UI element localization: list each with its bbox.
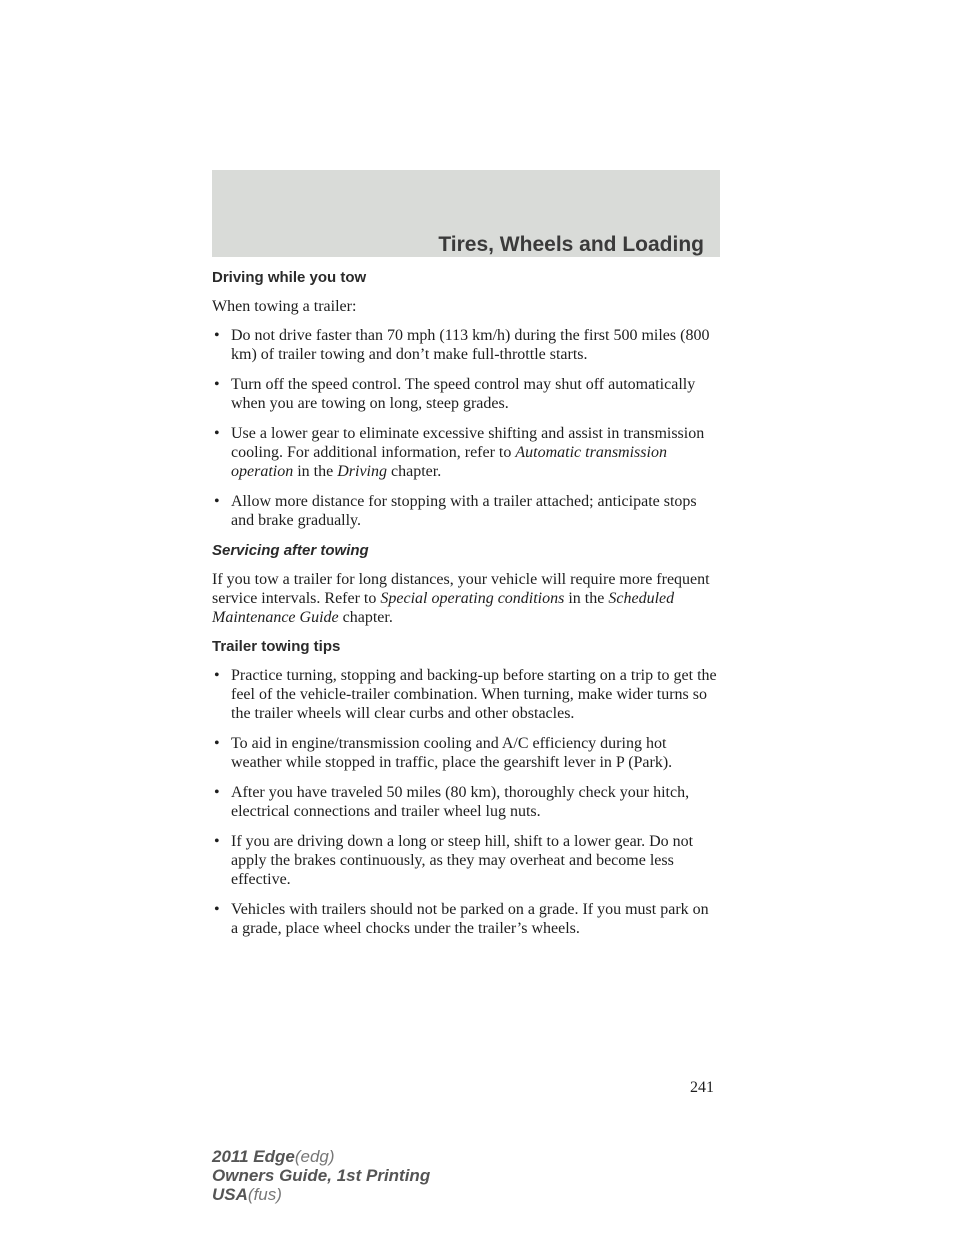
bullet-glyph: • bbox=[214, 493, 220, 510]
list-item bbox=[212, 783, 718, 821]
page-content bbox=[212, 268, 718, 949]
list-item-text: in the bbox=[293, 463, 338, 480]
list-item-text: To aid in engine/transmission cooling and A/C efficiency during hot weather while stopped in traffic, place the gearshift lever in P (Park). bbox=[231, 735, 673, 771]
chapter-title: Tires, Wheels and Loading bbox=[438, 233, 704, 256]
list-item bbox=[212, 424, 718, 481]
page-number: 241 bbox=[690, 1079, 714, 1096]
section-heading-servicing: Servicing after towing bbox=[212, 542, 369, 559]
list-item bbox=[212, 832, 718, 889]
footer-market-code: (fus) bbox=[247, 1185, 282, 1204]
bullet-glyph: • bbox=[214, 425, 220, 442]
list-item bbox=[212, 326, 718, 364]
list-item bbox=[212, 492, 718, 530]
driving-bullet-list bbox=[212, 326, 718, 530]
footer-line-guide bbox=[212, 1166, 430, 1185]
list-item-text: Allow more distance for stopping with a trailer attached; anticipate stops and brake gradually. bbox=[231, 493, 697, 529]
footer-line-market bbox=[212, 1185, 430, 1204]
list-item-text: Use a lower gear to eliminate excessive shifting and assist in transmission cooling. For additional information, refer to bbox=[231, 425, 705, 461]
driving-intro: When towing a trailer: bbox=[212, 298, 357, 315]
list-item-text: Do not drive faster than 70 mph (113 km/h) during the first 500 miles (800 km) of trailer towing and don’t make full-throttle starts. bbox=[231, 327, 710, 363]
bullet-glyph: • bbox=[214, 901, 220, 918]
footer-market: USA bbox=[212, 1185, 248, 1204]
paragraph-text: chapter. bbox=[338, 609, 393, 626]
bullet-glyph: • bbox=[214, 376, 220, 393]
list-item bbox=[212, 900, 718, 938]
paragraph-text: If you tow a trailer for long distances, your vehicle will require more frequent service intervals. Refer to bbox=[212, 571, 710, 607]
list-item-text: Turn off the speed control. The speed control may shut off automatically when you are towing on long, steep grades. bbox=[231, 376, 696, 412]
document-footer bbox=[212, 1147, 430, 1204]
bullet-glyph: • bbox=[214, 833, 220, 850]
servicing-paragraph bbox=[212, 570, 718, 627]
bullet-glyph: • bbox=[214, 735, 220, 752]
list-item bbox=[212, 666, 718, 723]
list-item-text: Vehicles with trailers should not be parked on a grade. If you must park on a grade, place wheel chocks under the trailer’s wheels. bbox=[231, 901, 709, 937]
section-heading-driving: Driving while you tow bbox=[212, 269, 367, 286]
cross-reference: Automatic transmission operation bbox=[231, 444, 667, 480]
list-item-text: After you have traveled 50 miles (80 km), thoroughly check your hitch, electrical connections and trailer wheel lug nuts. bbox=[231, 784, 690, 820]
section-heading-tips: Trailer towing tips bbox=[212, 638, 341, 655]
footer-model-code: (edg) bbox=[294, 1147, 335, 1166]
paragraph-text: in the bbox=[564, 590, 609, 607]
list-item bbox=[212, 734, 718, 772]
cross-reference: Scheduled Maintenance Guide bbox=[212, 590, 675, 626]
cross-reference: Special operating conditions bbox=[380, 590, 565, 607]
list-item-text: Practice turning, stopping and backing-up before starting on a trip to get the feel of the vehicle-trailer combination. When turning, make wider turns so the trailer wheels will clear curbs and other obstacles. bbox=[231, 667, 717, 722]
bullet-glyph: • bbox=[214, 784, 220, 801]
chapter-header-band bbox=[212, 170, 720, 257]
list-item bbox=[212, 375, 718, 413]
list-item-text: chapter. bbox=[387, 463, 442, 480]
bullet-glyph: • bbox=[214, 667, 220, 684]
footer-model: 2011 Edge bbox=[212, 1147, 295, 1166]
cross-reference: Driving bbox=[337, 463, 387, 480]
bullet-glyph: • bbox=[214, 327, 220, 344]
footer-guide: Owners Guide, 1st Printing bbox=[212, 1166, 431, 1185]
tips-bullet-list bbox=[212, 666, 718, 938]
list-item-text: If you are driving down a long or steep hill, shift to a lower gear. Do not apply the brakes continuously, as they may overheat and become less effective. bbox=[231, 833, 694, 888]
footer-line-model bbox=[212, 1147, 430, 1166]
